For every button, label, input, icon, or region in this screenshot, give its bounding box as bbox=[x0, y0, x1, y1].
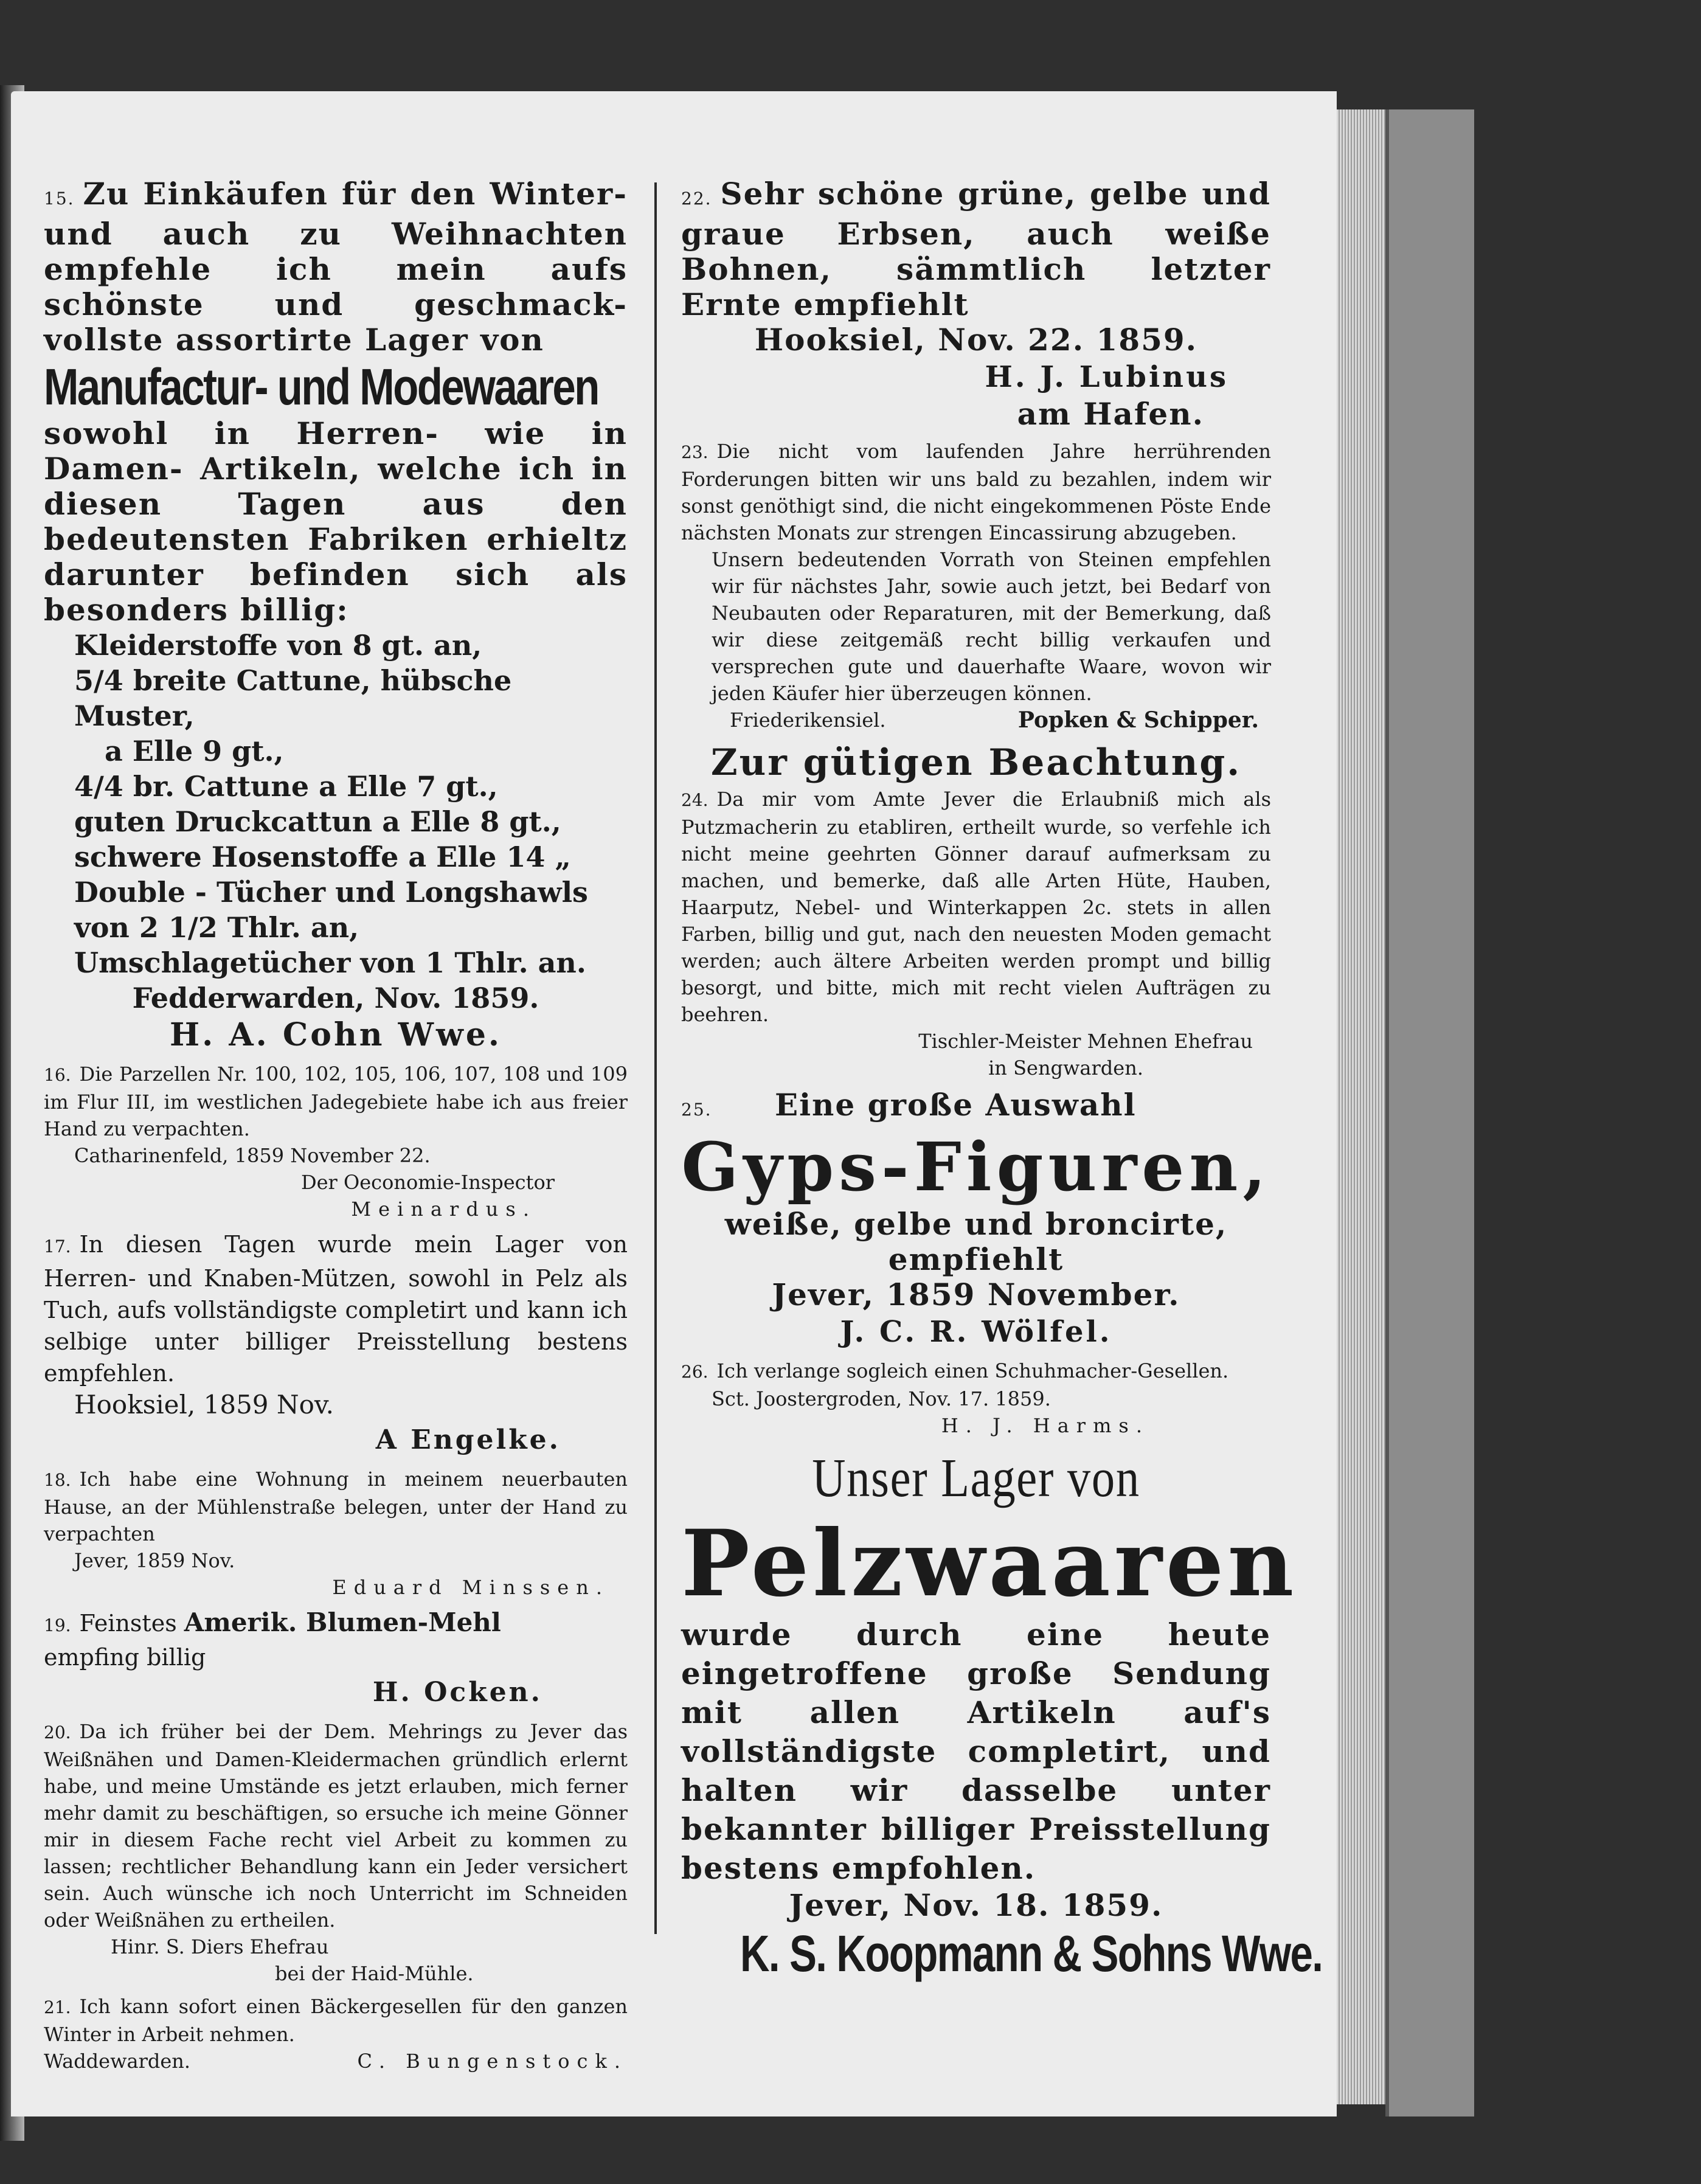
signature: H. J. Harms. bbox=[941, 1414, 1149, 1437]
item-list bbox=[44, 628, 628, 980]
signature: Hinr. S. Diers Ehefrau bbox=[111, 1935, 329, 1958]
firm-name: H. A. Cohn Wwe. bbox=[169, 1016, 502, 1053]
product-name: Amerik. Blumen-Mehl bbox=[184, 1607, 501, 1637]
item: schwere Hosenstoffe a Elle 14 „ bbox=[74, 841, 571, 873]
firm-name: K. S. Koopmann & Sohns Wwe. bbox=[740, 1925, 1323, 1982]
ad-text: Ich verlange sogleich einen Schuhmacher-Gesellen. bbox=[716, 1359, 1229, 1382]
ad-number: 21. bbox=[44, 1997, 71, 2017]
firm-name: H. Ocken. bbox=[372, 1677, 542, 1708]
left-column bbox=[44, 176, 628, 2081]
item: Kleiderstoffe von 8 gt. an, bbox=[74, 629, 482, 662]
ad-text: Da ich früher bei der Dem. Mehrings zu Jever das Weißnähen und Damen-Kleidermachen gründlich erlernt habe, und meine Umstände es jetzt erlauben, mich ferner mehr damit zu beschäftigen, so ersuche ich meine Gönner mir in diesem Fache recht viel Arbeit zu kommen zu lassen; rechtlicher Behandlung kann ein Jeder versichert sein. Auch wünsche ich noch Unterricht im Schneiden oder Weißnähen zu ertheilen. bbox=[44, 1720, 628, 1932]
page-edges bbox=[1337, 109, 1385, 2104]
ad-number: 22. bbox=[681, 189, 712, 209]
ad-body: sowohl in Herren- wie in Damen- Artikeln, welche ich in diesen Tagen aus den bedeutensten Fabriken erhieltz darunter befinden sich als besonders billig: bbox=[44, 415, 628, 628]
right-column bbox=[681, 176, 1323, 1990]
ad-text: Ich kann sofort einen Bäckergesellen für den ganzen Winter in Arbeit nehmen. bbox=[44, 1995, 628, 2046]
place-date: Hooksiel, 1859 Nov. bbox=[74, 1390, 334, 1420]
ad-text: Unsern bedeutenden Vorrath von Steinen empfehlen wir für nächstes Jahr, sowie auch jetzt, bei Bedarf von Neubauten oder Reparaturen, mit der Bemerkung, daß wir diese zeitgemäß recht billig verkaufen und versprechen gute und dauerhafte Waare, wovon wir jeden Käufer hier überzeugen können. bbox=[712, 548, 1271, 705]
item: guten Druckcattun a Elle 8 gt., bbox=[74, 805, 561, 838]
firm-name: J. C. R. Wölfel. bbox=[840, 1315, 1112, 1349]
ad-18 bbox=[44, 1466, 628, 1601]
ad-number: 25. bbox=[681, 1100, 712, 1120]
ad-intro: Unser Lager von bbox=[812, 1448, 1140, 1508]
ad-22 bbox=[681, 176, 1271, 432]
ad-text: empfing billig bbox=[44, 1644, 206, 1671]
ad-intro: Eine große Auswahl bbox=[774, 1087, 1137, 1123]
signature: Der Oeconomie-Inspector bbox=[300, 1171, 555, 1194]
place-date: Jever, Nov. 18. 1859. bbox=[789, 1887, 1163, 1923]
item: a Elle 9 gt., bbox=[105, 735, 284, 768]
firm-name: Popken & Schipper. bbox=[1017, 707, 1259, 733]
ad-number: 24. bbox=[681, 790, 708, 810]
firm-location: am Hafen. bbox=[1017, 396, 1204, 432]
place-signature-row bbox=[44, 2048, 628, 2075]
ad-text: weiße, gelbe und broncirte, empfiehlt bbox=[724, 1206, 1228, 1277]
signature: C. Bungenstock. bbox=[357, 2050, 628, 2073]
ad-number: 19. bbox=[44, 1615, 71, 1635]
place-date: Jever, 1859 Nov. bbox=[74, 1549, 235, 1572]
place: Friederikensiel. bbox=[730, 709, 886, 732]
ad-17 bbox=[44, 1229, 628, 1460]
ad-text: Da mir vom Amte Jever die Erlaubniß mich als Putzmacherin zu etabliren, ertheilt wurde, so verfehle ich nicht meine geehrten Gönner darauf aufmerksam zu machen, und bemerke, daß alle Arten Hüte, Hauben, Haarputz, Nebel- und Winterkappen 2c. stets in allen Farben, billig und gut, nach den neuesten Moden gemacht werden; auch ältere Arbeiten werden prompt und billig besorgt, und bitte, mich mit recht vielen Aufträgen zu beehren. bbox=[681, 788, 1271, 1026]
ad-number: 23. bbox=[681, 442, 708, 462]
signature: Meinardus. bbox=[351, 1198, 536, 1221]
ad-headline: Pelzwaaren bbox=[681, 1510, 1298, 1617]
ad-text: Feinstes bbox=[79, 1610, 177, 1637]
ad-number: 15. bbox=[44, 189, 75, 209]
signature: in Sengwarden. bbox=[988, 1056, 1143, 1080]
ad-number: 18. bbox=[44, 1470, 71, 1490]
ad-19 bbox=[44, 1607, 628, 1712]
ad-number: 17. bbox=[44, 1236, 71, 1257]
firm-name: A Engelke. bbox=[375, 1424, 561, 1455]
item: 5/4 breite Cattune, hübsche Muster, bbox=[74, 664, 512, 732]
ad-20 bbox=[44, 1718, 628, 1987]
ad-15 bbox=[44, 176, 628, 1055]
ad-text: Ich habe eine Wohnung in meinem neuerbauten Hause, an der Mühlenstraße belegen, unter der Hand zu verpachten bbox=[44, 1468, 628, 1545]
ad-23 bbox=[681, 438, 1271, 733]
ad-title: Zur gütigen Beachtung. bbox=[710, 741, 1242, 784]
ad-number: 26. bbox=[681, 1362, 708, 1382]
ad-number: 16. bbox=[44, 1065, 71, 1085]
item: Double - Tücher und Longshawls bbox=[74, 876, 588, 909]
place-date: Hooksiel, Nov. 22. 1859. bbox=[754, 322, 1198, 358]
item: von 2 1/2 Thlr. an, bbox=[74, 911, 359, 944]
ad-text: Die Parzellen Nr. 100, 102, 105, 106, 107, 108 und 109 im Flur III, im westlichen Jadegebiete habe ich aus freier Hand zu verpachten. bbox=[44, 1063, 628, 1140]
ad-25 bbox=[681, 1087, 1271, 1351]
place-date: Sct. Joostergroden, Nov. 17. 1859. bbox=[712, 1387, 1051, 1410]
signature: Tischler-Meister Mehnen Ehefrau bbox=[918, 1030, 1253, 1053]
ad-headline: Manufactur- und Modewaaren bbox=[44, 358, 598, 415]
book-cover bbox=[1385, 109, 1474, 2116]
signature: Eduard Minssen. bbox=[332, 1576, 609, 1599]
ad-24 bbox=[681, 740, 1271, 1081]
place-date: Fedderwarden, Nov. 1859. bbox=[132, 982, 539, 1014]
ad-pelzwaaren bbox=[681, 1445, 1323, 1984]
firm-name: H. J. Lubinus bbox=[985, 360, 1228, 394]
ad-text: wurde durch eine heute eingetroffene große Sendung mit allen Artikeln auf's vollständigste completirt, und halten wir dasselbe unter bekannter billiger Preisstellung bestens empfohlen. bbox=[681, 1617, 1271, 1886]
column-divider bbox=[654, 182, 657, 1934]
place-signature-row bbox=[681, 707, 1271, 733]
ad-text: Die nicht vom laufenden Jahre herrührenden Forderungen bitten wir uns bald zu bezahlen, indem wir sonst genöthigt sind, die nicht eingekommenen Pöste Ende nächsten Monats zur strengen Eincassirung abzugeben. bbox=[681, 440, 1271, 544]
ad-intro: Zu Einkäufen für den Winter- und auch zu Weihnachten empfehle ich mein aufs schönste und geschmack- vollste assortirte Lager von bbox=[44, 176, 628, 358]
ad-number: 20. bbox=[44, 1722, 71, 1742]
place-date: Jever, 1859 November. bbox=[772, 1277, 1180, 1312]
ad-headline: Gyps-Figuren, bbox=[681, 1128, 1271, 1206]
place: Waddewarden. bbox=[44, 2050, 191, 2073]
ad-text: Sehr schöne grüne, gelbe und graue Erbsen, auch weiße Bohnen, sämmtlich letzter Ernte empfiehlt bbox=[681, 176, 1271, 322]
ad-26 bbox=[681, 1357, 1271, 1439]
item: Umschlagetücher von 1 Thlr. an. bbox=[74, 946, 586, 979]
place-date: Catharinenfeld, 1859 November 22. bbox=[74, 1144, 431, 1167]
ad-16 bbox=[44, 1061, 628, 1222]
ad-text: In diesen Tagen wurde mein Lager von Herren- und Knaben-Mützen, sowohl in Pelz als Tuch, aufs vollständigste completirt und kann ich selbige unter billiger Preisstellung bestens empfehlen. bbox=[44, 1231, 628, 1387]
item: 4/4 br. Cattune a Elle 7 gt., bbox=[74, 770, 498, 803]
ad-21 bbox=[44, 1993, 628, 2075]
signature: bei der Haid-Mühle. bbox=[275, 1962, 474, 1985]
